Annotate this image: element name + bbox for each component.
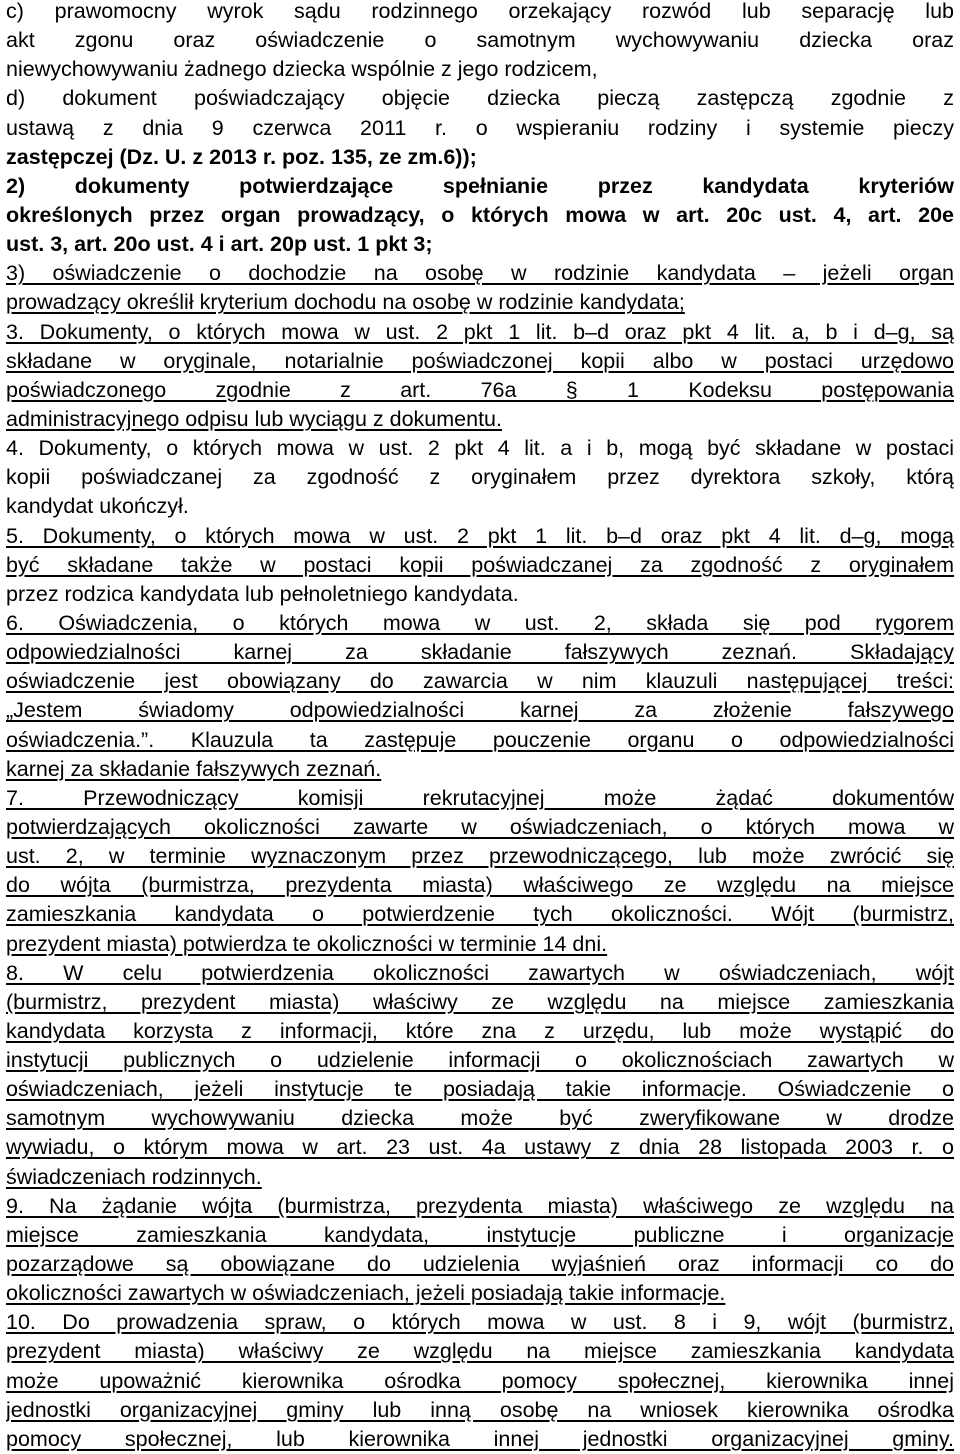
section-c xyxy=(6,0,954,84)
text-line: do wójta (burmistrza, prezydenta miasta) właściwego ze względu na miejsce xyxy=(6,873,954,898)
text-line: prezydent miasta) właściwy ze względu na miejsce zamieszkania kandydata xyxy=(6,1339,954,1364)
text-line: administracyjnego odpisu lub wyciągu z dokumentu. xyxy=(6,406,502,431)
text-line: kandydata korzysta z informacji, które zna z urzędu, lub może wystąpić do xyxy=(6,1018,954,1043)
text-line: „Jestem świadomy odpowiedzialności karnej za złożenie fałszywego xyxy=(6,698,954,723)
paragraph-4 xyxy=(6,434,954,521)
text-line: 8. W celu potwierdzenia okoliczności zawartych w oświadczeniach, wójt xyxy=(6,960,954,985)
text-line: określonych przez organ prowadzący, o których mowa w art. 20c ust. 4, art. 20e xyxy=(6,202,954,227)
section-d xyxy=(6,84,954,171)
text-line: prowadzący określił kryterium dochodu na osobę w rodzinie kandydata; xyxy=(6,290,685,315)
paragraph-8 xyxy=(6,959,954,1192)
text-line: zastępczej (Dz. U. z 2013 r. poz. 135, ze zm.6)); xyxy=(6,144,477,169)
text-line: okoliczności zawartych w oświadczeniach, jeżeli posiadają takie informacje. xyxy=(6,1281,726,1306)
text-line: 3) oświadczenie o dochodzie na osobę w rodzinie kandydata – jeżeli organ xyxy=(6,261,954,286)
text-line: miejsce zamieszkania kandydata, instytucje publiczne i organizacje xyxy=(6,1222,954,1247)
text-line: przez rodzica kandydata lub pełnoletniego kandydata. xyxy=(6,581,519,606)
text-line: 6. Oświadczenia, o których mowa w ust. 2, składa się pod rygorem xyxy=(6,610,954,635)
text-line: akt zgonu oraz oświadczenie o samotnym wychowywaniu dziecka oraz xyxy=(6,28,954,53)
paragraph-3 xyxy=(6,318,954,435)
text-line: instytucji publicznych o udzielenie informacji o okolicznościach zawartych w xyxy=(6,1048,954,1073)
text-line: pomocy społecznej, lub kierownika innej jednostki organizacyjnej gminy. xyxy=(6,1426,954,1451)
text-line: c) prawomocny wyrok sądu rodzinnego orzekający rozwód lub separację lub xyxy=(6,0,954,23)
text-line: (burmistrz, prezydent miasta) właściwy ze względu na miejsce zamieszkania xyxy=(6,989,954,1014)
paragraph-6 xyxy=(6,609,954,784)
text-line: potwierdzających okoliczności zawarte w oświadczeniach, o których mowa w xyxy=(6,814,954,839)
text-line: może upoważnić kierownika ośrodka pomocy społecznej, kierownika innej xyxy=(6,1368,954,1393)
item-2-criteria xyxy=(6,172,954,259)
item-3-income xyxy=(6,259,954,317)
text-line: ustawą z dnia 9 czerwca 2011 r. o wspieraniu rodziny i systemie pieczy xyxy=(6,115,954,140)
text-line: 10. Do prowadzenia spraw, o których mowa w ust. 8 i 9, wójt (burmistrz, xyxy=(6,1310,954,1335)
text-line: ust. 3, art. 20o ust. 4 i art. 20p ust. 1 pkt 3; xyxy=(6,232,433,257)
text-line: składane w oryginale, notarialnie poświadczonej kopii albo w postaci urzędowo xyxy=(6,348,954,373)
text-line: poświadczonego zgodnie z art. 76a § 1 Kodeksu postępowania xyxy=(6,377,954,402)
text-line: d) dokument poświadczający objęcie dziecka pieczą zastępczą zgodnie z xyxy=(6,86,954,111)
paragraph-5 xyxy=(6,522,954,609)
text-line: świadczeniach rodzinnych. xyxy=(6,1164,262,1189)
text-line: samotnym wychowywaniu dziecka może być zweryfikowane w drodze xyxy=(6,1106,954,1131)
paragraph-9 xyxy=(6,1192,954,1309)
text-line: karnej za składanie fałszywych zeznań. xyxy=(6,756,382,781)
text-line: 5. Dokumenty, o których mowa w ust. 2 pkt 1 lit. b–d oraz pkt 4 lit. d–g, mogą xyxy=(6,523,954,548)
text-line: ust. 2, w terminie wyznaczonym przez przewodniczącego, lub może zwrócić się xyxy=(6,844,954,869)
paragraph-7 xyxy=(6,784,954,959)
text-line: zamieszkania kandydata o potwierdzenie tych okoliczności. Wójt (burmistrz, xyxy=(6,902,954,927)
text-line: kandydat ukończył. xyxy=(6,494,189,519)
text-line: 7. Przewodniczący komisji rekrutacyjnej może żądać dokumentów xyxy=(6,785,954,810)
text-line: prezydent miasta) potwierdza te okoliczności w terminie 14 dni. xyxy=(6,931,608,956)
text-line: odpowiedzialności karnej za składanie fałszywych zeznań. Składający xyxy=(6,640,954,665)
text-line: 3. Dokumenty, o których mowa w ust. 2 pkt 1 lit. b–d oraz pkt 4 lit. a, b i d–g, są xyxy=(6,319,954,344)
text-line: 2) dokumenty potwierdzające spełnianie przez kandydata kryteriów xyxy=(6,173,954,198)
text-line: 4. Dokumenty, o których mowa w ust. 2 pkt 4 lit. a i b, mogą być składane w postaci xyxy=(6,436,954,461)
text-line: niewychowywaniu żadnego dziecka wspólnie z jego rodzicem, xyxy=(6,57,598,82)
text-line: 9. Na żądanie wójta (burmistrza, prezydenta miasta) właściwego ze względu na xyxy=(6,1193,954,1218)
text-line: kopii poświadczanej za zgodność z oryginałem przez dyrektora szkoły, którą xyxy=(6,465,954,490)
text-line: oświadczenie jest obowiązany do zawarcia w nim klauzuli następującej treści: xyxy=(6,669,954,694)
text-line: oświadczeniach, jeżeli instytucje te posiadają takie informacje. Oświadczenie o xyxy=(6,1077,954,1102)
text-line: jednostki organizacyjnej gminy lub inną osobę na wniosek kierownika ośrodka xyxy=(6,1397,954,1422)
text-line: oświadczenia.”. Klauzula ta zastępuje pouczenie organu o odpowiedzialności xyxy=(6,727,954,752)
text-line: wywiadu, o którym mowa w art. 23 ust. 4a ustawy z dnia 28 listopada 2003 r. o xyxy=(6,1135,954,1160)
paragraph-10 xyxy=(6,1308,954,1454)
text-line: pozarządowe są obowiązane do udzielenia wyjaśnień oraz informacji co do xyxy=(6,1252,954,1277)
text-line: być składane także w postaci kopii poświadczanej za zgodność z oryginałem xyxy=(6,552,954,577)
